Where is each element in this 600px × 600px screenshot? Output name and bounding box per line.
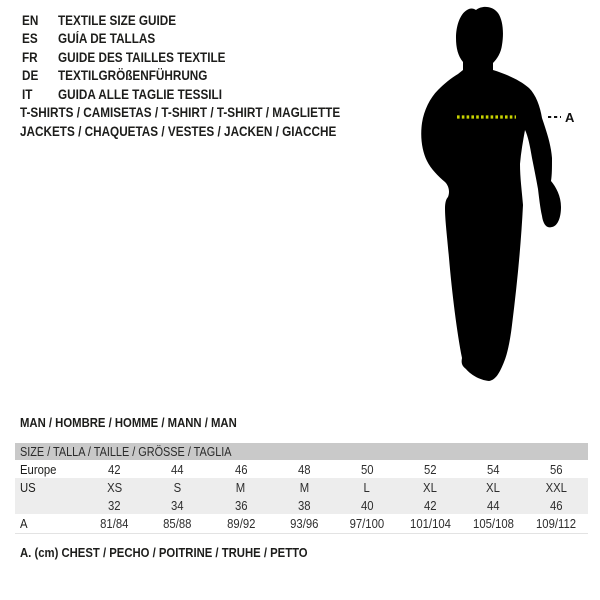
language-list (22, 11, 251, 104)
size-cell: 46 (550, 497, 563, 513)
size-cell: 54 (487, 461, 500, 477)
language-code: IT (22, 86, 33, 102)
size-cell: XL (486, 479, 501, 495)
language-row-en (22, 11, 251, 30)
measure-label-a: A (565, 110, 575, 125)
size-cell: 48 (297, 461, 311, 477)
language-title: GUIDE DES TAILLES TEXTILE (58, 49, 226, 65)
size-cell: 101/104 (409, 516, 451, 531)
language-row-de (22, 67, 251, 86)
table-row-chest-a (15, 514, 588, 533)
table-row-us (15, 478, 588, 496)
size-cell: 46 (234, 461, 248, 477)
size-cell: 109/112 (536, 516, 577, 531)
row-label: US (20, 479, 36, 495)
language-title: TEXTILE SIZE GUIDE (58, 12, 177, 28)
size-cell: 42 (108, 461, 121, 477)
language-code: FR (22, 49, 38, 65)
language-row-fr (22, 48, 251, 67)
size-table-header (15, 443, 588, 460)
size-cell: 50 (360, 461, 374, 477)
measurement-footnote: A. (cm) CHEST / PECHO / POITRINE / TRUHE / PETTO (20, 545, 308, 560)
language-row-es (22, 30, 251, 49)
language-title: GUIDA ALLE TAGLIE TESSILI (58, 86, 222, 102)
size-cell: 38 (297, 497, 311, 513)
man-silhouette-figure (400, 0, 580, 400)
size-cell: 93/96 (289, 516, 319, 531)
row-label: A (20, 516, 28, 531)
size-cell: 40 (360, 497, 374, 513)
language-row-it (22, 85, 251, 104)
size-cell: XL (423, 479, 438, 495)
size-cell: 32 (108, 497, 121, 513)
section-title-man: MAN / HOMBRE / HOMME / MANN / MAN (20, 415, 237, 430)
size-cell: XS (107, 479, 123, 495)
size-cell: S (173, 479, 182, 495)
language-title: TEXTILGRÖßENFÜHRUNG (58, 68, 208, 84)
size-cell: M (236, 479, 246, 495)
category-line-tshirts: T-SHIRTS / CAMISETAS / T-SHIRT / T-SHIRT / MAGLIETTE (20, 105, 341, 120)
language-code: ES (22, 31, 38, 47)
size-cell: 97/100 (349, 516, 385, 531)
size-cell: 56 (550, 461, 563, 477)
size-cell: 85/88 (163, 516, 192, 531)
size-cell: M (299, 479, 309, 495)
size-table-header-text: SIZE / TALLA / TAILLE / GRÖSSE / TAGLIA (20, 444, 232, 459)
table-row-europe (15, 460, 588, 478)
size-table (15, 443, 588, 534)
table-row-us-numeric (15, 496, 588, 514)
category-line-jackets: JACKETS / CHAQUETAS / VESTES / JACKEN / GIACCHE (20, 124, 337, 139)
size-cell: 36 (234, 497, 248, 513)
man-silhouette-shape (421, 7, 561, 381)
size-cell: 105/108 (472, 516, 514, 531)
size-cell: 42 (423, 497, 437, 513)
size-cell: XXL (545, 479, 568, 495)
language-title: GUÍA DE TALLAS (58, 31, 156, 47)
size-cell: 81/84 (100, 516, 129, 531)
row-label: Europe (20, 461, 57, 477)
size-cell: 44 (171, 461, 184, 477)
size-cell: 34 (171, 497, 184, 513)
size-cell: L (363, 479, 371, 495)
category-titles (20, 103, 388, 141)
man-silhouette-svg (400, 0, 580, 400)
language-code: DE (22, 68, 39, 84)
size-cell: 44 (487, 497, 500, 513)
language-code: EN (22, 12, 39, 28)
size-cell: 52 (423, 461, 437, 477)
size-cell: 89/92 (226, 516, 255, 531)
